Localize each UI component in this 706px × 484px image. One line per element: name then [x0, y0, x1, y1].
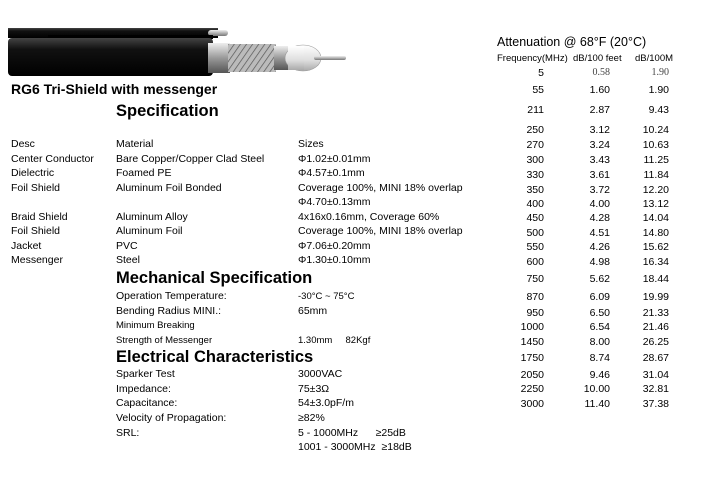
attenuation-db100ft: 4.00: [589, 198, 610, 210]
attenuation-freq: 500: [526, 227, 544, 239]
spec-size: Φ7.06±0.20mm: [298, 240, 371, 252]
attenuation-db100m: 11.25: [643, 154, 669, 166]
attenuation-db100m: 14.80: [642, 227, 669, 239]
elec-value: 54±3.0pF/m: [298, 397, 354, 409]
spec-size: Φ4.70±0.13mm: [298, 196, 371, 208]
attenuation-db100ft: 4.51: [589, 227, 610, 239]
attenuation-db100m: 16.34: [642, 256, 669, 268]
attenuation-db100m: 28.67: [642, 352, 669, 364]
mech-value: 1.30mm 82Kgf: [298, 335, 371, 346]
mech-label: Operation Temperature:: [116, 290, 227, 302]
attenuation-freq: 350: [526, 184, 544, 196]
spec-desc: Foil Shield: [11, 225, 61, 237]
attenuation-db100m: 1.90: [648, 84, 669, 96]
attenuation-db100m: 14.04: [642, 212, 669, 224]
spec-size: Coverage 100%, MINI 18% overlap: [298, 182, 463, 194]
spec-material: Aluminum Alloy: [116, 211, 188, 223]
attenuation-freq: 300: [526, 154, 544, 166]
attenuation-db100ft: 4.26: [589, 241, 610, 253]
attenuation-db100m: 37.38: [642, 398, 669, 410]
attenuation-db100ft: 3.12: [589, 124, 610, 136]
attenuation-freq: 211: [527, 104, 544, 116]
attenuation-db100ft: 9.46: [589, 369, 610, 381]
attenuation-freq: 1750: [520, 352, 544, 364]
product-title: RG6 Tri-Shield with messenger: [11, 81, 218, 97]
attenuation-db100ft: 11.40: [584, 398, 610, 410]
spec-material: Foamed PE: [116, 167, 172, 179]
attenuation-freq: 870: [526, 291, 544, 303]
spec-desc: Center Conductor: [11, 153, 94, 165]
elec-label: Sparker Test: [116, 368, 175, 380]
spec-size: Φ1.02±0.01mm: [298, 153, 371, 165]
attenuation-freq: 600: [526, 256, 544, 268]
attenuation-db100m: 1.90: [651, 67, 669, 78]
attenuation-db100ft: 0.58: [592, 67, 610, 78]
attenuation-db100m: 9.43: [648, 104, 669, 116]
spec-material: Steel: [116, 254, 140, 266]
spec-size: Coverage 100%, MINI 18% overlap: [298, 225, 463, 237]
elec-label: Velocity of Propagation:: [116, 412, 227, 424]
attenuation-db100ft: 8.74: [589, 352, 610, 364]
attenuation-title: Attenuation @ 68°F (20°C): [497, 35, 647, 49]
mech-label: Bending Radius MINI.:: [116, 305, 222, 317]
spec-col-material: Material: [116, 138, 154, 150]
attenuation-db100m: 26.25: [642, 336, 669, 348]
attenuation-db100m: 10.24: [642, 124, 669, 136]
mech-label: Strength of Messenger: [116, 335, 213, 346]
spec-material: PVC: [116, 240, 138, 252]
spec-desc: Jacket: [11, 240, 42, 252]
attenuation-freq: 950: [526, 307, 544, 319]
spec-desc: Foil Shield: [11, 182, 61, 194]
elec-value: 75±3Ω: [298, 383, 330, 395]
attenuation-db100ft: 5.62: [589, 273, 610, 285]
elec-label: Capacitance:: [116, 397, 178, 409]
elec-value: 1001 - 3000MHz ≥18dB: [298, 441, 412, 453]
spec-desc: Dielectric: [11, 167, 55, 179]
mech-value: -30°C ~ 75°C: [298, 291, 355, 302]
attenuation-freq: 2050: [520, 369, 544, 381]
attenuation-db100ft: 6.09: [589, 291, 610, 303]
spec-desc: Braid Shield: [11, 211, 68, 223]
attenuation-freq: 3000: [520, 398, 544, 410]
attenuation-freq: 750: [526, 273, 544, 285]
attenuation-db100m: 18.44: [642, 273, 669, 285]
spec-material: Bare Copper/Copper Clad Steel: [116, 153, 265, 165]
elec-value: ≥82%: [298, 412, 325, 424]
attenuation-freq: 450: [526, 212, 544, 224]
attenuation-db100m: 13.12: [642, 198, 669, 210]
mech-label: Minimum Breaking: [116, 320, 195, 331]
coax-body: [8, 38, 346, 76]
attenuation-db100m: 32.81: [642, 383, 669, 395]
attenuation-freq: 5: [538, 67, 544, 79]
attenuation-col-db100m: dB/100M: [635, 53, 674, 64]
attenuation-db100m: 12.20: [642, 184, 669, 196]
attenuation-db100ft: 2.87: [589, 104, 610, 116]
attenuation-freq: 1000: [520, 321, 544, 333]
attenuation-db100ft: 3.61: [589, 169, 610, 181]
attenuation-db100ft: 3.24: [589, 139, 610, 151]
elec-label: Impedance:: [116, 383, 171, 395]
attenuation-db100ft: 6.54: [589, 321, 610, 333]
spec-desc: Messenger: [11, 254, 63, 266]
attenuation-db100ft: 8.00: [589, 336, 610, 348]
attenuation-freq: 550: [526, 241, 544, 253]
attenuation-db100ft: 6.50: [589, 307, 610, 319]
attenuation-db100m: 21.33: [642, 307, 669, 319]
attenuation-db100ft: 3.43: [589, 154, 610, 166]
elec-value: 5 - 1000MHz ≥25dB: [298, 427, 406, 439]
cable-illustration: [8, 18, 348, 88]
attenuation-db100ft: 4.28: [589, 212, 610, 224]
attenuation-db100ft: 1.60: [589, 84, 610, 96]
attenuation-freq: 330: [526, 169, 544, 181]
spec-size: 4x16x0.16mm, Coverage 60%: [298, 211, 440, 223]
spec-size: Φ1.30±0.10mm: [298, 254, 371, 266]
mechanical-heading: Mechanical Specification: [116, 269, 313, 287]
electrical-heading: Electrical Characteristics: [116, 348, 314, 366]
elec-label: SRL:: [116, 427, 140, 439]
attenuation-col-db100ft: dB/100 feet: [573, 53, 622, 64]
attenuation-db100m: 11.84: [643, 169, 669, 181]
attenuation-db100m: 19.99: [642, 291, 669, 303]
spec-size: Φ4.57±0.1mm: [298, 167, 365, 179]
attenuation-freq: 250: [526, 124, 544, 136]
specification-heading: Specification: [116, 102, 219, 120]
attenuation-db100m: 15.62: [642, 241, 669, 253]
attenuation-freq: 1450: [520, 336, 544, 348]
elec-value: 3000VAC: [298, 368, 343, 380]
attenuation-db100ft: 4.98: [589, 256, 610, 268]
spec-material: Aluminum Foil Bonded: [116, 182, 222, 194]
attenuation-db100m: 21.46: [642, 321, 669, 333]
attenuation-freq: 400: [526, 198, 544, 210]
attenuation-db100m: 10.63: [642, 139, 669, 151]
mech-value: 65mm: [298, 305, 328, 317]
attenuation-freq: 270: [526, 139, 544, 151]
spec-col-desc: Desc: [11, 138, 35, 150]
attenuation-db100ft: 3.72: [589, 184, 610, 196]
attenuation-freq: 55: [532, 84, 544, 96]
spec-material: Aluminum Foil: [116, 225, 183, 237]
attenuation-freq: 2250: [520, 383, 544, 395]
attenuation-col-freq: Frequency(MHz): [497, 53, 568, 64]
spec-col-sizes: Sizes: [298, 138, 324, 150]
attenuation-db100m: 31.04: [642, 369, 669, 381]
attenuation-db100ft: 10.00: [583, 383, 610, 395]
